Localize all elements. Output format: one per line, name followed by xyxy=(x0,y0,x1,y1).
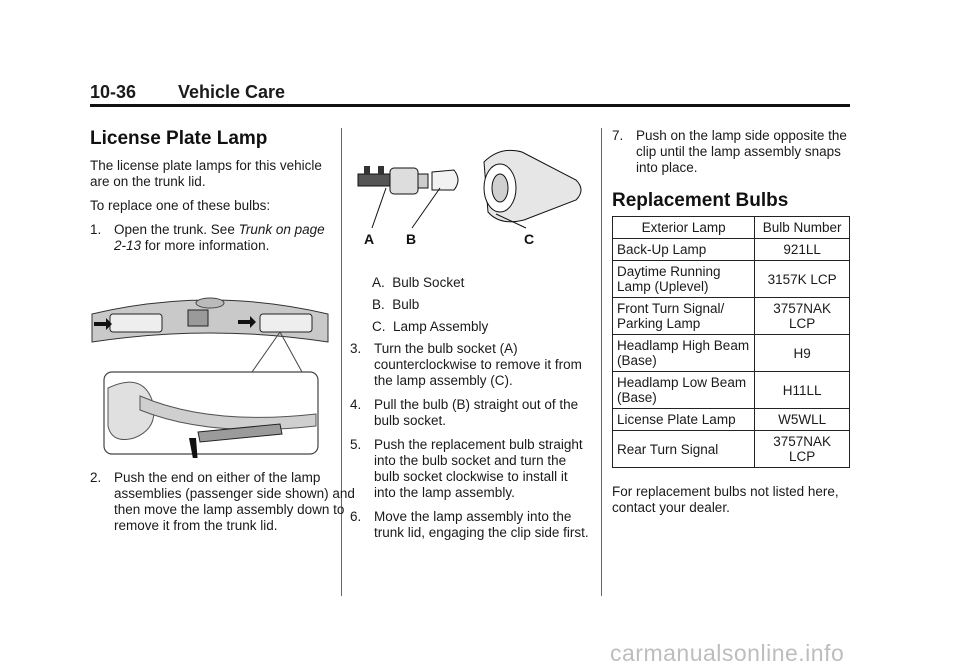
legend-item: A. Bulb Socket xyxy=(372,275,465,290)
column-divider-2 xyxy=(601,128,602,596)
step-5 xyxy=(350,437,590,501)
table-row xyxy=(613,431,850,468)
trunk-lid-illustration xyxy=(90,276,330,458)
step-number: 1. xyxy=(90,222,102,237)
step-number: 3. xyxy=(350,341,362,356)
step-text: for more information. xyxy=(141,238,270,253)
bulb-cell: 3757NAK LCP xyxy=(755,431,850,468)
header-rule xyxy=(90,104,850,107)
column-2 xyxy=(350,128,590,541)
step-6 xyxy=(350,509,590,541)
lamp-cell: Daytime Running Lamp (Uplevel) xyxy=(613,261,755,298)
replace-intro: To replace one of these bulbs: xyxy=(90,198,271,213)
bulb-cell: W5WLL xyxy=(755,409,850,431)
lamp-cell: License Plate Lamp xyxy=(613,409,755,431)
bulb-cell: H9 xyxy=(755,335,850,372)
step-text: Open the trunk. See xyxy=(114,222,239,237)
replacement-bulbs-table xyxy=(612,216,850,468)
step-text: Pull the bulb (B) straight out of the bulb socket. xyxy=(374,397,579,428)
page-number: 10-36 xyxy=(90,82,137,102)
step-number: 4. xyxy=(350,397,362,412)
bulb-cell: 3157K LCP xyxy=(755,261,850,298)
table-row xyxy=(613,409,850,431)
lamp-cell: Front Turn Signal/ Parking Lamp xyxy=(613,298,755,335)
step-text: Turn the bulb socket (A) counterclockwise to remove it from the lamp assembly (C). xyxy=(374,341,582,388)
bulb-cell: H11LL xyxy=(755,372,850,409)
step-text: Push the end on either of the lamp assemblies (passenger side shown) and then move the lamp assembly down to remove it from the trunk lid. xyxy=(114,470,355,533)
figure-label-b: B xyxy=(406,231,417,247)
section-heading-replacement-bulbs: Replacement Bulbs xyxy=(612,190,789,211)
table-row xyxy=(613,335,850,372)
bulb-cell: 3757NAK LCP xyxy=(755,298,850,335)
table-row xyxy=(613,261,850,298)
step-number: 6. xyxy=(350,509,362,524)
section-title: Vehicle Care xyxy=(178,82,286,102)
lamp-cell: Headlamp Low Beam (Base) xyxy=(613,372,755,409)
table-row xyxy=(613,372,850,409)
bulb-cell: 921LL xyxy=(755,239,850,261)
column-3 xyxy=(612,128,852,516)
table-row xyxy=(613,239,850,261)
step-number: 2. xyxy=(90,470,102,485)
step-2 xyxy=(90,470,356,534)
intro-paragraph: The license plate lamps for this vehicle are on the trunk lid. xyxy=(90,158,322,189)
legend-item: B. Bulb xyxy=(372,297,420,312)
step-text: Push the replacement bulb straight into the bulb socket and turn the bulb socket clockwise to install it into the lamp assembly. xyxy=(374,437,583,500)
site-watermark: carmanualsonline.info xyxy=(610,640,845,666)
step-1 xyxy=(90,222,332,254)
legend-item: C. Lamp Assembly xyxy=(372,319,489,334)
step-4 xyxy=(350,397,590,429)
lamp-cell: Headlamp High Beam (Base) xyxy=(613,335,755,372)
step-7 xyxy=(612,128,852,176)
step-number: 5. xyxy=(350,437,362,452)
column-1 xyxy=(90,128,355,533)
step-number: 7. xyxy=(612,128,624,143)
replacement-bulbs-note: For replacement bulbs not listed here, contact your dealer. xyxy=(612,484,839,515)
page-header xyxy=(90,82,850,108)
figure-label-c: C xyxy=(524,231,535,247)
header-exterior-lamp: Exterior Lamp xyxy=(613,217,755,239)
step-3 xyxy=(350,341,590,389)
parts-legend xyxy=(350,275,590,335)
bulb-assembly-illustration xyxy=(350,128,590,248)
lamp-cell: Rear Turn Signal xyxy=(613,431,755,468)
table-header-row xyxy=(613,217,850,239)
table-row xyxy=(613,298,850,335)
header-bulb-number: Bulb Number xyxy=(755,217,850,239)
figure-label-a: A xyxy=(364,231,375,247)
trunk-reference-link[interactable]: Trunk on page 2-13 xyxy=(114,222,325,253)
section-heading-license-plate-lamp: License Plate Lamp xyxy=(90,128,268,149)
lamp-cell: Back-Up Lamp xyxy=(613,239,755,261)
step-text: Push on the lamp side opposite the clip until the lamp assembly snaps into place. xyxy=(636,128,847,175)
step-text: Move the lamp assembly into the trunk lid, engaging the clip side first. xyxy=(374,509,589,540)
